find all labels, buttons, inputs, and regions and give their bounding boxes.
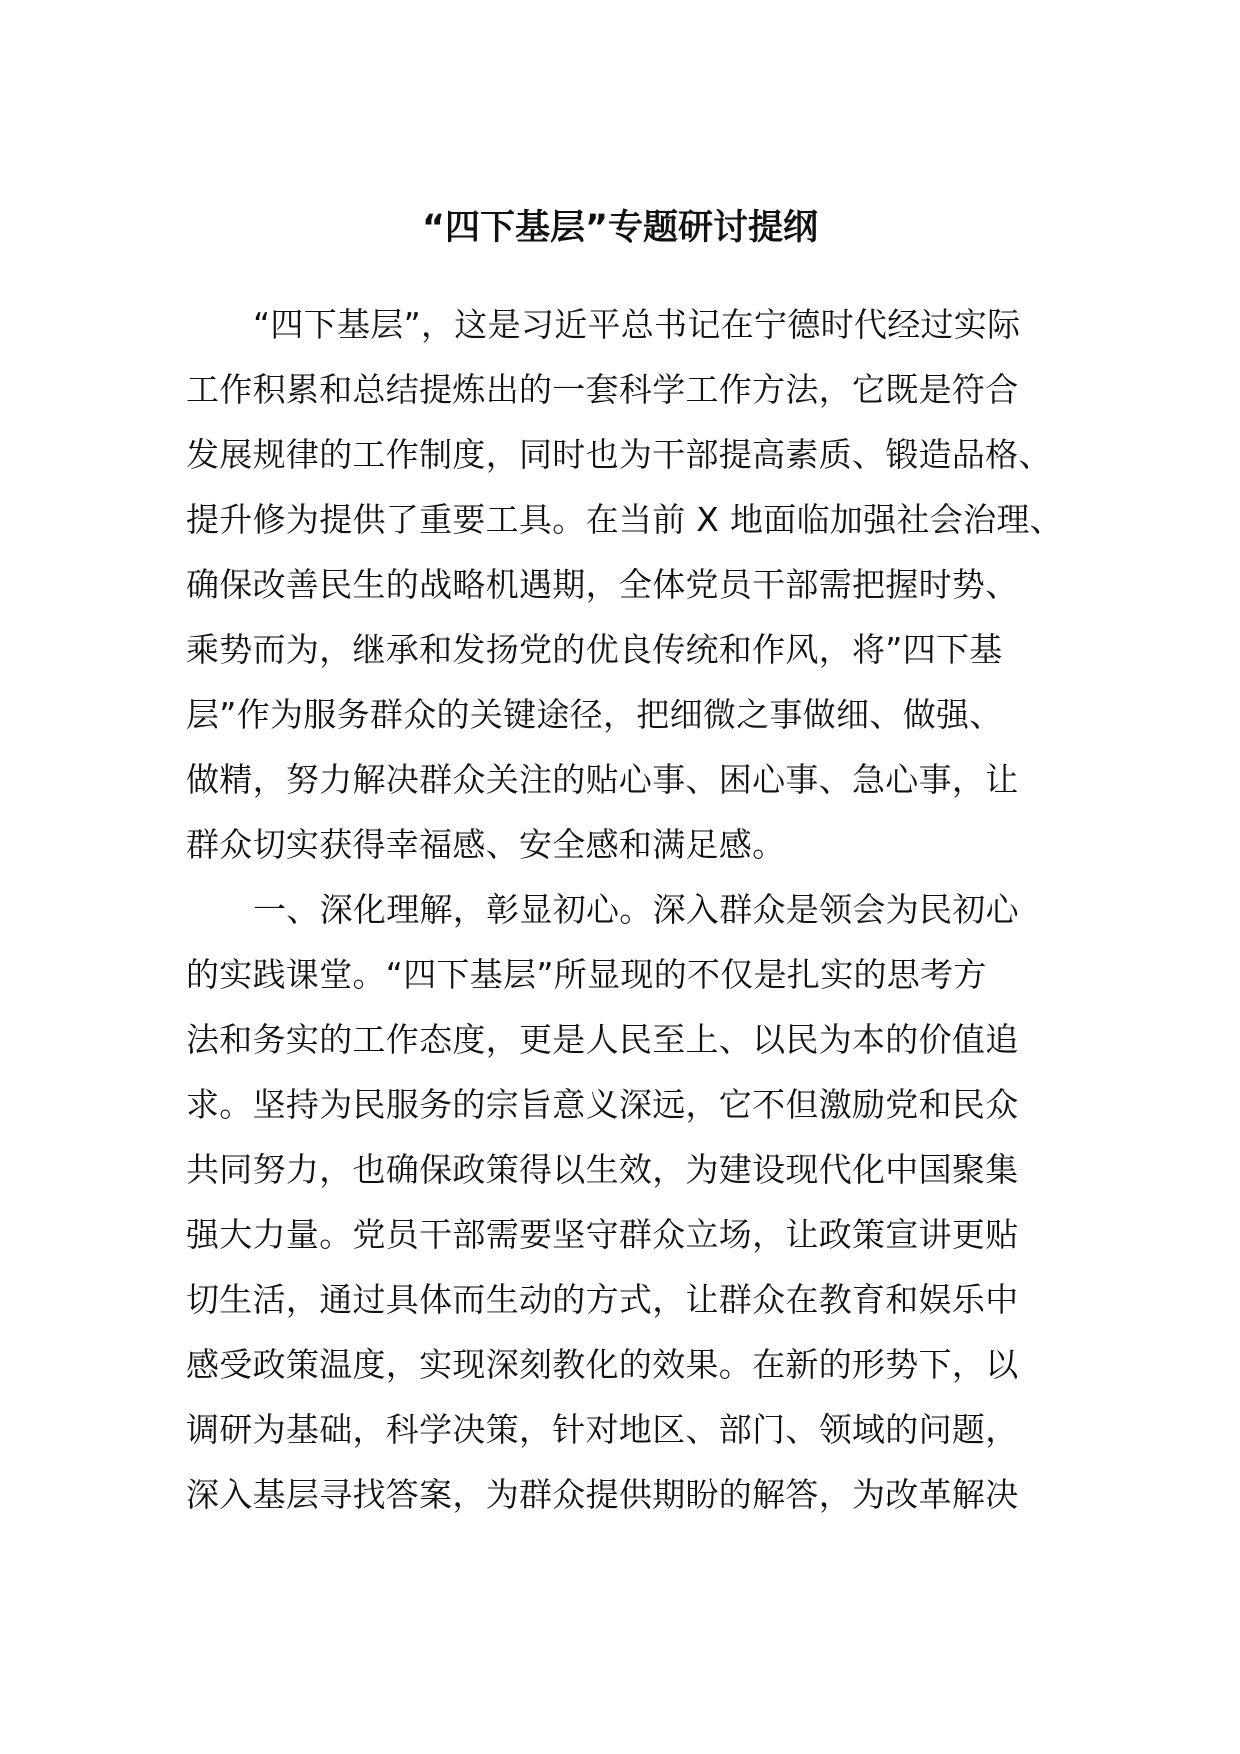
paragraph-line: 强大力量。党员干部需要坚守群众立场，让政策宣讲更贴	[186, 1215, 1019, 1254]
paragraph-line: 提升修为提供了重要工具。在当前 X 地面临加强社会治理、	[186, 500, 1063, 539]
paragraph-line: 确保改善民生的战略机遇期，全体党员干部需把握时势、	[186, 565, 1019, 604]
paragraph-line: 切生活，通过具体而生动的方式，让群众在教育和娱乐中	[186, 1280, 1019, 1319]
paragraph-line: “四下基层”，这是习近平总书记在宁德时代经过实际	[253, 305, 1021, 344]
paragraph-line: 法和务实的工作态度，更是人民至上、以民为本的价值追	[186, 1020, 1019, 1059]
paragraph-line: 深入基层寻找答案，为群众提供期盼的解答，为改革解决	[186, 1475, 1019, 1514]
paragraph-line: 一、深化理解，彰显初心。深入群众是领会为民初心	[253, 890, 1019, 929]
paragraph-line: 层”作为服务群众的关键途径，把细微之事做细、做强、	[186, 695, 1003, 734]
paragraph-line: 的实践课堂。“四下基层”所显现的不仅是扎实的思考方	[186, 955, 987, 994]
paragraph-line: 感受政策温度，实现深刻教化的效果。在新的形势下，以	[186, 1345, 1019, 1384]
paragraph-line: 群众切实获得幸福感、安全感和满足感。	[186, 825, 786, 864]
paragraph-line: 发展规律的工作制度，同时也为干部提高素质、锻造品格、	[186, 435, 1052, 474]
paragraph-line: 求。坚持为民服务的宗旨意义深远，它不但激励党和民众	[186, 1085, 1019, 1124]
paragraph-line: 调研为基础，科学决策，针对地区、部门、领域的问题，	[186, 1410, 1019, 1449]
paragraph-line: 共同努力，也确保政策得以生效，为建设现代化中国聚集	[186, 1150, 1019, 1189]
document-title: “四下基层”专题研讨提纲	[421, 208, 818, 248]
paragraph-line: 乘势而为，继承和发扬党的优良传统和作风，将”四下基	[186, 630, 1003, 669]
paragraph-line: 做精，努力解决群众关注的贴心事、困心事、急心事，让	[186, 760, 1019, 799]
paragraph-line: 工作积累和总结提炼出的一套科学工作方法，它既是符合	[186, 370, 1019, 409]
document-body	[186, 292, 1066, 1527]
